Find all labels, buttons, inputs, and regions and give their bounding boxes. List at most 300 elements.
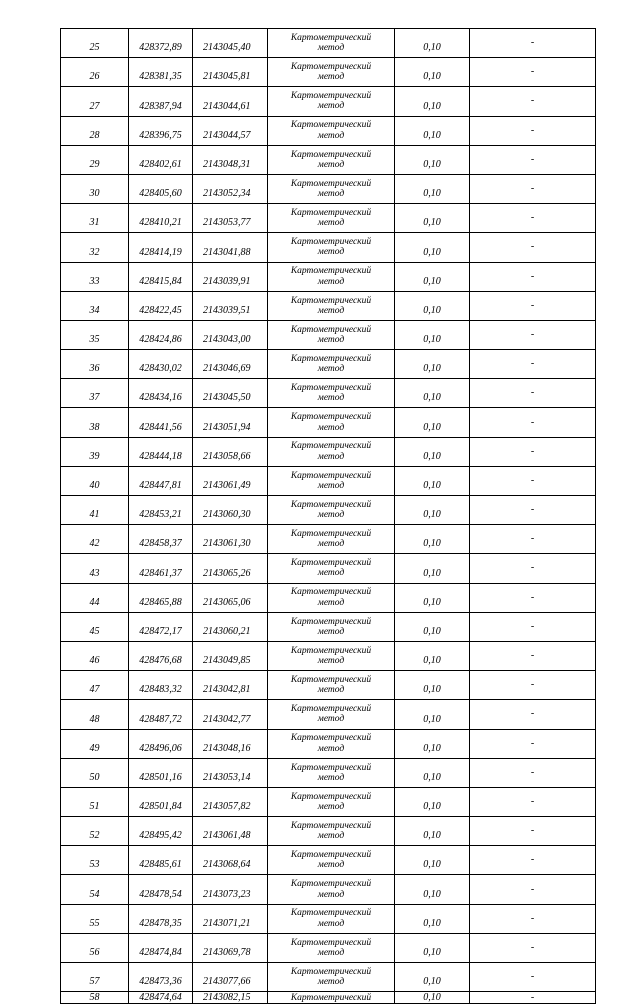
x-coordinate-cell: 428381,35 bbox=[129, 58, 193, 87]
x-coordinate-cell: 428372,89 bbox=[129, 29, 193, 58]
note-cell: - bbox=[470, 525, 596, 554]
accuracy-cell: 0,10 bbox=[395, 262, 470, 291]
note-cell: - bbox=[470, 408, 596, 437]
x-coordinate-cell: 428474,64 bbox=[129, 992, 193, 1004]
y-coordinate-cell: 2143045,40 bbox=[193, 29, 268, 58]
table-row bbox=[61, 787, 596, 816]
table-row bbox=[61, 87, 596, 116]
method-line-2: метод bbox=[317, 189, 345, 200]
method-line-2: метод bbox=[317, 451, 345, 462]
accuracy-cell: 0,10 bbox=[395, 787, 470, 816]
x-coordinate-cell: 428402,61 bbox=[129, 145, 193, 174]
accuracy-cell: 0,10 bbox=[395, 729, 470, 758]
accuracy-cell: 0,10 bbox=[395, 29, 470, 58]
point-number-cell: 55 bbox=[61, 904, 129, 933]
method-line-1: Картометрический bbox=[290, 353, 372, 364]
note-cell: - bbox=[470, 466, 596, 495]
point-number-cell: 56 bbox=[61, 933, 129, 962]
y-coordinate-cell: 2143060,21 bbox=[193, 612, 268, 641]
y-coordinate-cell: 2143065,06 bbox=[193, 583, 268, 612]
coordinates-table-body bbox=[61, 29, 596, 1004]
x-coordinate-cell: 428501,16 bbox=[129, 758, 193, 787]
point-number-cell: 58 bbox=[61, 992, 129, 1004]
table-row bbox=[61, 262, 596, 291]
x-coordinate-cell: 428483,32 bbox=[129, 671, 193, 700]
x-coordinate-cell: 428422,45 bbox=[129, 291, 193, 320]
accuracy-cell: 0,10 bbox=[395, 145, 470, 174]
method-line-2: метод bbox=[317, 72, 345, 83]
method-line-1: Картометрический bbox=[290, 470, 372, 481]
method-cell bbox=[268, 408, 395, 437]
y-coordinate-cell: 2143053,14 bbox=[193, 758, 268, 787]
y-coordinate-cell: 2143044,57 bbox=[193, 116, 268, 145]
table-row bbox=[61, 350, 596, 379]
method-line-2: метод bbox=[317, 393, 345, 404]
table-row bbox=[61, 58, 596, 87]
method-line-2: метод bbox=[317, 101, 345, 112]
y-coordinate-cell: 2143042,77 bbox=[193, 700, 268, 729]
method-line-2: метод bbox=[317, 831, 345, 842]
point-number-cell: 25 bbox=[61, 29, 129, 58]
method-line-1: Картометрический bbox=[290, 820, 372, 831]
method-line-2: метод bbox=[317, 889, 345, 900]
x-coordinate-cell: 428405,60 bbox=[129, 174, 193, 203]
method-cell bbox=[268, 320, 395, 349]
x-coordinate-cell: 428501,84 bbox=[129, 787, 193, 816]
x-coordinate-cell: 428495,42 bbox=[129, 817, 193, 846]
method-line-2: метод bbox=[317, 480, 345, 491]
note-cell: - bbox=[470, 817, 596, 846]
x-coordinate-cell: 428434,16 bbox=[129, 379, 193, 408]
note-cell: - bbox=[470, 933, 596, 962]
accuracy-cell: 0,10 bbox=[395, 525, 470, 554]
method-cell bbox=[268, 496, 395, 525]
method-line-1: Картометрический bbox=[290, 178, 372, 189]
accuracy-cell: 0,10 bbox=[395, 291, 470, 320]
table-row bbox=[61, 817, 596, 846]
method-cell bbox=[268, 992, 395, 1004]
method-line-1: Картометрический bbox=[290, 966, 372, 977]
x-coordinate-cell: 428441,56 bbox=[129, 408, 193, 437]
accuracy-cell: 0,10 bbox=[395, 758, 470, 787]
note-cell: - bbox=[470, 787, 596, 816]
accuracy-cell: 0,10 bbox=[395, 408, 470, 437]
y-coordinate-cell: 2143071,21 bbox=[193, 904, 268, 933]
y-coordinate-cell: 2143044,61 bbox=[193, 87, 268, 116]
table-row bbox=[61, 700, 596, 729]
note-cell: - bbox=[470, 350, 596, 379]
note-cell: - bbox=[470, 992, 596, 1004]
y-coordinate-cell: 2143048,31 bbox=[193, 145, 268, 174]
method-cell bbox=[268, 817, 395, 846]
method-line-1: Картометрический bbox=[290, 383, 372, 394]
note-cell: - bbox=[470, 437, 596, 466]
method-line-2: метод bbox=[317, 130, 345, 141]
accuracy-cell: 0,10 bbox=[395, 992, 470, 1004]
method-cell bbox=[268, 466, 395, 495]
point-number-cell: 31 bbox=[61, 204, 129, 233]
point-number-cell: 36 bbox=[61, 350, 129, 379]
accuracy-cell: 0,10 bbox=[395, 87, 470, 116]
accuracy-cell: 0,10 bbox=[395, 641, 470, 670]
method-line-2: метод bbox=[317, 334, 345, 345]
method-line-1: Картометрический bbox=[290, 791, 372, 802]
note-cell: - bbox=[470, 729, 596, 758]
accuracy-cell: 0,10 bbox=[395, 554, 470, 583]
method-line-1: Картометрический bbox=[290, 937, 372, 948]
y-coordinate-cell: 2143061,48 bbox=[193, 817, 268, 846]
method-line-1: Картометрический bbox=[290, 499, 372, 510]
point-number-cell: 41 bbox=[61, 496, 129, 525]
table-row bbox=[61, 846, 596, 875]
y-coordinate-cell: 2143045,50 bbox=[193, 379, 268, 408]
method-line-1: Картометрический bbox=[290, 120, 372, 131]
note-cell: - bbox=[470, 262, 596, 291]
method-line-1: Картометрический bbox=[290, 733, 372, 744]
method-cell bbox=[268, 87, 395, 116]
accuracy-cell: 0,10 bbox=[395, 817, 470, 846]
y-coordinate-cell: 2143045,81 bbox=[193, 58, 268, 87]
method-line-1: Картометрический bbox=[290, 149, 372, 160]
accuracy-cell: 0,10 bbox=[395, 233, 470, 262]
note-cell: - bbox=[470, 145, 596, 174]
method-line-1: Картометрический bbox=[290, 587, 372, 598]
table-row bbox=[61, 291, 596, 320]
note-cell: - bbox=[470, 233, 596, 262]
y-coordinate-cell: 2143043,00 bbox=[193, 320, 268, 349]
point-number-cell: 44 bbox=[61, 583, 129, 612]
point-number-cell: 49 bbox=[61, 729, 129, 758]
point-number-cell: 48 bbox=[61, 700, 129, 729]
method-line-2: метод bbox=[317, 422, 345, 433]
table-row bbox=[61, 963, 596, 992]
table-row bbox=[61, 437, 596, 466]
note-cell: - bbox=[470, 963, 596, 992]
method-line-2: метод bbox=[317, 918, 345, 929]
point-number-cell: 30 bbox=[61, 174, 129, 203]
point-number-cell: 50 bbox=[61, 758, 129, 787]
method-cell bbox=[268, 729, 395, 758]
method-cell bbox=[268, 671, 395, 700]
table-row bbox=[61, 408, 596, 437]
method-line-1: Картометрический bbox=[290, 529, 372, 540]
point-number-cell: 37 bbox=[61, 379, 129, 408]
method-cell bbox=[268, 612, 395, 641]
x-coordinate-cell: 428444,18 bbox=[129, 437, 193, 466]
method-line-2: метод bbox=[317, 364, 345, 375]
method-cell bbox=[268, 174, 395, 203]
method-cell bbox=[268, 787, 395, 816]
point-number-cell: 34 bbox=[61, 291, 129, 320]
table-row bbox=[61, 233, 596, 262]
table-row bbox=[61, 583, 596, 612]
x-coordinate-cell: 428415,84 bbox=[129, 262, 193, 291]
point-number-cell: 26 bbox=[61, 58, 129, 87]
accuracy-cell: 0,10 bbox=[395, 671, 470, 700]
table-row bbox=[61, 671, 596, 700]
table-row bbox=[61, 145, 596, 174]
y-coordinate-cell: 2143060,30 bbox=[193, 496, 268, 525]
point-number-cell: 27 bbox=[61, 87, 129, 116]
accuracy-cell: 0,10 bbox=[395, 583, 470, 612]
y-coordinate-cell: 2143058,66 bbox=[193, 437, 268, 466]
y-coordinate-cell: 2143065,26 bbox=[193, 554, 268, 583]
method-line-1: Картометрический bbox=[290, 91, 372, 102]
note-cell: - bbox=[470, 58, 596, 87]
table-row bbox=[61, 29, 596, 58]
x-coordinate-cell: 428478,35 bbox=[129, 904, 193, 933]
method-line-1: Картометрический bbox=[290, 62, 372, 73]
note-cell: - bbox=[470, 612, 596, 641]
y-coordinate-cell: 2143073,23 bbox=[193, 875, 268, 904]
y-coordinate-cell: 2143046,69 bbox=[193, 350, 268, 379]
method-cell bbox=[268, 641, 395, 670]
x-coordinate-cell: 428410,21 bbox=[129, 204, 193, 233]
point-number-cell: 47 bbox=[61, 671, 129, 700]
method-cell bbox=[268, 350, 395, 379]
note-cell: - bbox=[470, 700, 596, 729]
accuracy-cell: 0,10 bbox=[395, 116, 470, 145]
method-line-1: Картометрический bbox=[290, 674, 372, 685]
y-coordinate-cell: 2143041,88 bbox=[193, 233, 268, 262]
method-line-2: метод bbox=[317, 685, 345, 696]
method-line-1: Картометрический bbox=[290, 616, 372, 627]
point-number-cell: 40 bbox=[61, 466, 129, 495]
accuracy-cell: 0,10 bbox=[395, 174, 470, 203]
note-cell: - bbox=[470, 291, 596, 320]
method-line-1: Картометрический bbox=[290, 704, 372, 715]
x-coordinate-cell: 428474,84 bbox=[129, 933, 193, 962]
point-number-cell: 52 bbox=[61, 817, 129, 846]
method-line-2: метод bbox=[317, 276, 345, 287]
method-cell bbox=[268, 437, 395, 466]
accuracy-cell: 0,10 bbox=[395, 933, 470, 962]
point-number-cell: 45 bbox=[61, 612, 129, 641]
method-cell bbox=[268, 262, 395, 291]
table-row bbox=[61, 729, 596, 758]
x-coordinate-cell: 428387,94 bbox=[129, 87, 193, 116]
method-cell bbox=[268, 904, 395, 933]
point-number-cell: 54 bbox=[61, 875, 129, 904]
table-row bbox=[61, 933, 596, 962]
table-row bbox=[61, 116, 596, 145]
x-coordinate-cell: 428430,02 bbox=[129, 350, 193, 379]
x-coordinate-cell: 428478,54 bbox=[129, 875, 193, 904]
y-coordinate-cell: 2143039,91 bbox=[193, 262, 268, 291]
method-line-2: метод bbox=[317, 247, 345, 258]
method-cell bbox=[268, 233, 395, 262]
table-row bbox=[61, 174, 596, 203]
x-coordinate-cell: 428485,61 bbox=[129, 846, 193, 875]
point-number-cell: 33 bbox=[61, 262, 129, 291]
accuracy-cell: 0,10 bbox=[395, 350, 470, 379]
note-cell: - bbox=[470, 758, 596, 787]
note-cell: - bbox=[470, 204, 596, 233]
method-line-2: метод bbox=[317, 626, 345, 637]
note-cell: - bbox=[470, 875, 596, 904]
method-cell bbox=[268, 116, 395, 145]
x-coordinate-cell: 428453,21 bbox=[129, 496, 193, 525]
method-line-2: метод bbox=[317, 218, 345, 229]
point-number-cell: 42 bbox=[61, 525, 129, 554]
x-coordinate-cell: 428447,81 bbox=[129, 466, 193, 495]
y-coordinate-cell: 2143061,49 bbox=[193, 466, 268, 495]
x-coordinate-cell: 428424,86 bbox=[129, 320, 193, 349]
point-number-cell: 38 bbox=[61, 408, 129, 437]
accuracy-cell: 0,10 bbox=[395, 204, 470, 233]
note-cell: - bbox=[470, 641, 596, 670]
point-number-cell: 32 bbox=[61, 233, 129, 262]
accuracy-cell: 0,10 bbox=[395, 466, 470, 495]
accuracy-cell: 0,10 bbox=[395, 379, 470, 408]
x-coordinate-cell: 428458,37 bbox=[129, 525, 193, 554]
x-coordinate-cell: 428496,06 bbox=[129, 729, 193, 758]
note-cell: - bbox=[470, 554, 596, 583]
table-row bbox=[61, 554, 596, 583]
method-line-1: Картометрический bbox=[290, 850, 372, 861]
method-line-2: метод bbox=[317, 159, 345, 170]
method-line-1: Картометрический bbox=[290, 412, 372, 423]
method-cell bbox=[268, 204, 395, 233]
method-cell bbox=[268, 963, 395, 992]
y-coordinate-cell: 2143039,51 bbox=[193, 291, 268, 320]
accuracy-cell: 0,10 bbox=[395, 612, 470, 641]
method-cell bbox=[268, 145, 395, 174]
note-cell: - bbox=[470, 904, 596, 933]
y-coordinate-cell: 2143052,34 bbox=[193, 174, 268, 203]
y-coordinate-cell: 2143077,66 bbox=[193, 963, 268, 992]
point-number-cell: 28 bbox=[61, 116, 129, 145]
point-number-cell: 29 bbox=[61, 145, 129, 174]
table-row bbox=[61, 320, 596, 349]
method-cell bbox=[268, 933, 395, 962]
table-row bbox=[61, 875, 596, 904]
accuracy-cell: 0,10 bbox=[395, 58, 470, 87]
method-cell bbox=[268, 525, 395, 554]
method-line-2: метод bbox=[317, 977, 345, 988]
note-cell: - bbox=[470, 29, 596, 58]
note-cell: - bbox=[470, 496, 596, 525]
y-coordinate-cell: 2143061,30 bbox=[193, 525, 268, 554]
method-line-1: Картометрический bbox=[290, 441, 372, 452]
point-number-cell: 39 bbox=[61, 437, 129, 466]
x-coordinate-cell: 428476,68 bbox=[129, 641, 193, 670]
table-row bbox=[61, 204, 596, 233]
method-line-1: Картометрический bbox=[290, 207, 372, 218]
point-number-cell: 53 bbox=[61, 846, 129, 875]
method-line-1: Картометрический bbox=[290, 266, 372, 277]
x-coordinate-cell: 428396,75 bbox=[129, 116, 193, 145]
y-coordinate-cell: 2143069,78 bbox=[193, 933, 268, 962]
point-number-cell: 35 bbox=[61, 320, 129, 349]
coordinates-table bbox=[60, 28, 596, 1004]
y-coordinate-cell: 2143049,85 bbox=[193, 641, 268, 670]
method-line-2: метод bbox=[317, 656, 345, 667]
method-line-2: метод bbox=[317, 801, 345, 812]
point-number-cell: 51 bbox=[61, 787, 129, 816]
y-coordinate-cell: 2143048,16 bbox=[193, 729, 268, 758]
accuracy-cell: 0,10 bbox=[395, 963, 470, 992]
table-row bbox=[61, 525, 596, 554]
method-line-2: метод bbox=[317, 743, 345, 754]
method-line-2: метод bbox=[317, 860, 345, 871]
method-cell bbox=[268, 29, 395, 58]
method-line-2: метод bbox=[317, 43, 345, 54]
method-cell bbox=[268, 758, 395, 787]
method-line-2: метод bbox=[317, 947, 345, 958]
method-line-2: метод bbox=[317, 568, 345, 579]
note-cell: - bbox=[470, 671, 596, 700]
table-row bbox=[61, 992, 596, 1004]
method-line-1: Картометрический bbox=[290, 908, 372, 919]
method-line-1: Картометрический bbox=[290, 558, 372, 569]
accuracy-cell: 0,10 bbox=[395, 904, 470, 933]
table-row bbox=[61, 612, 596, 641]
accuracy-cell: 0,10 bbox=[395, 320, 470, 349]
point-number-cell: 43 bbox=[61, 554, 129, 583]
x-coordinate-cell: 428414,19 bbox=[129, 233, 193, 262]
method-cell bbox=[268, 875, 395, 904]
note-cell: - bbox=[470, 174, 596, 203]
note-cell: - bbox=[470, 583, 596, 612]
method-line-2: метод bbox=[317, 305, 345, 316]
method-line-1: Картометрический bbox=[290, 295, 372, 306]
method-cell bbox=[268, 700, 395, 729]
accuracy-cell: 0,10 bbox=[395, 700, 470, 729]
accuracy-cell: 0,10 bbox=[395, 846, 470, 875]
table-row bbox=[61, 496, 596, 525]
x-coordinate-cell: 428487,72 bbox=[129, 700, 193, 729]
x-coordinate-cell: 428461,37 bbox=[129, 554, 193, 583]
x-coordinate-cell: 428472,17 bbox=[129, 612, 193, 641]
point-number-cell: 57 bbox=[61, 963, 129, 992]
accuracy-cell: 0,10 bbox=[395, 437, 470, 466]
y-coordinate-cell: 2143057,82 bbox=[193, 787, 268, 816]
method-cell bbox=[268, 583, 395, 612]
method-line-1: Картометрический bbox=[290, 32, 372, 43]
method-line-2: метод bbox=[317, 597, 345, 608]
note-cell: - bbox=[470, 87, 596, 116]
table-row bbox=[61, 904, 596, 933]
table-row bbox=[61, 758, 596, 787]
method-cell bbox=[268, 379, 395, 408]
method-line-2: метод bbox=[317, 772, 345, 783]
note-cell: - bbox=[470, 846, 596, 875]
method-line-1: Картометрический bbox=[290, 237, 372, 248]
method-line-1: Картометрический bbox=[290, 645, 372, 656]
method-cell bbox=[268, 846, 395, 875]
method-line-1: Картометрический bbox=[290, 992, 372, 1003]
method-line-2: метод bbox=[317, 539, 345, 550]
method-line-1: Картометрический bbox=[290, 762, 372, 773]
accuracy-cell: 0,10 bbox=[395, 496, 470, 525]
method-line-2: метод bbox=[317, 714, 345, 725]
y-coordinate-cell: 2143042,81 bbox=[193, 671, 268, 700]
accuracy-cell: 0,10 bbox=[395, 875, 470, 904]
note-cell: - bbox=[470, 320, 596, 349]
table-row bbox=[61, 379, 596, 408]
method-cell bbox=[268, 58, 395, 87]
y-coordinate-cell: 2143068,64 bbox=[193, 846, 268, 875]
method-line-2: метод bbox=[317, 510, 345, 521]
table-row bbox=[61, 641, 596, 670]
y-coordinate-cell: 2143082,15 bbox=[193, 992, 268, 1004]
method-line-1: Картометрический bbox=[290, 324, 372, 335]
note-cell: - bbox=[470, 116, 596, 145]
method-cell bbox=[268, 291, 395, 320]
x-coordinate-cell: 428473,36 bbox=[129, 963, 193, 992]
x-coordinate-cell: 428465,88 bbox=[129, 583, 193, 612]
